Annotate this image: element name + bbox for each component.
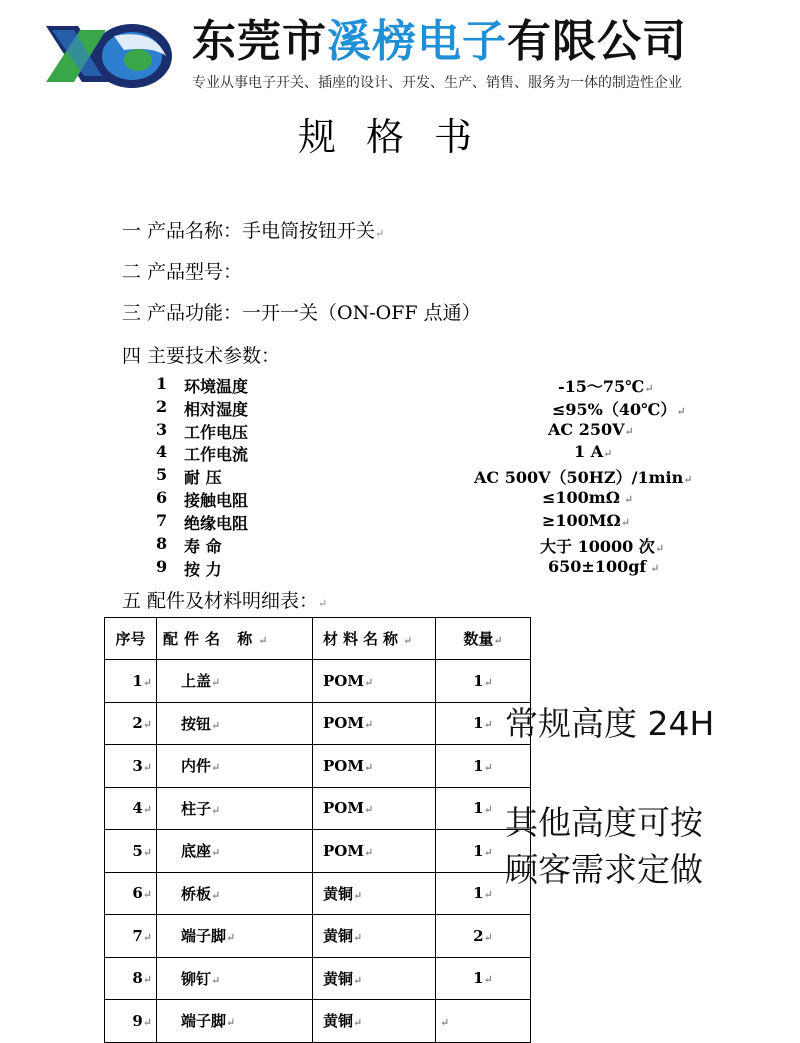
cell-index: 4↵ — [105, 787, 157, 830]
xb-logo-icon — [44, 16, 180, 92]
spec-name: 工作电压 — [184, 423, 249, 442]
cell-qty: ↵ — [436, 1000, 531, 1043]
section-product-model: 二 产品型号： — [122, 261, 243, 283]
parts-table — [104, 617, 531, 1043]
table-row — [105, 660, 531, 703]
cell-part: 底座↵ — [157, 830, 313, 873]
table-row — [105, 872, 531, 915]
cell-part: 柱子↵ — [157, 787, 313, 830]
cell-index: 9↵ — [105, 1000, 157, 1043]
table-row — [105, 957, 531, 1000]
spec-name: 绝缘电阻 — [184, 514, 249, 533]
table-row — [105, 787, 531, 830]
spec-value: 650±100gf ↵ — [548, 557, 660, 576]
cell-qty: 1↵ — [436, 745, 531, 788]
table-row — [105, 915, 531, 958]
cell-index: 5↵ — [105, 830, 157, 873]
cell-material: POM↵ — [313, 745, 436, 788]
spec-num: 3 — [156, 420, 168, 439]
cell-qty: 1↵ — [436, 957, 531, 1000]
spec-name: 耐 压 — [184, 468, 222, 487]
section-product-name: 一 产品名称：手电筒按钮开关↵ — [122, 220, 385, 242]
spec-name: 接触电阻 — [184, 491, 249, 510]
spec-name: 按 力 — [184, 560, 222, 579]
cell-part: 按钮↵ — [157, 702, 313, 745]
cell-material: 黄铜↵ — [313, 957, 436, 1000]
table-row — [105, 702, 531, 745]
document-title: 规格书 — [297, 115, 502, 159]
header-cell: 配件名 称↵ — [157, 618, 313, 660]
section-product-function: 三 产品功能：一开一关（ON-OFF 点通） — [122, 302, 481, 324]
cell-material: POM↵ — [313, 660, 436, 703]
company-slogan: 专业从事电子开关、插座的设计、开发、生产、销售、服务为一体的制造性企业 — [192, 75, 682, 91]
company-name: 东莞市溪榜电子有限公司 — [192, 16, 687, 67]
spec-num: 5 — [156, 465, 168, 484]
spec-value: 大于 10000 次↵ — [540, 537, 665, 556]
spec-name: 寿 命 — [184, 537, 222, 556]
header-cell: 材料名称↵ — [313, 618, 436, 660]
cell-part: 端子脚↵ — [157, 1000, 313, 1043]
cell-material: POM↵ — [313, 787, 436, 830]
spec-num: 2 — [156, 397, 168, 416]
cell-material: 黄铜↵ — [313, 1000, 436, 1043]
spec-num: 9 — [156, 557, 168, 576]
spec-value: AC 500V（50HZ）/1min↵ — [474, 468, 693, 487]
cell-qty: 1↵ — [436, 872, 531, 915]
cell-material: 黄铜↵ — [313, 915, 436, 958]
cell-part: 桥板↵ — [157, 872, 313, 915]
cell-qty: 1↵ — [436, 660, 531, 703]
table-header-row — [105, 618, 531, 660]
spec-num: 1 — [156, 374, 168, 393]
cell-part: 端子脚↵ — [157, 915, 313, 958]
spec-value: 1 A↵ — [574, 442, 613, 461]
cell-material: POM↵ — [313, 702, 436, 745]
note-standard-height: 常规高度 24H — [505, 704, 715, 743]
spec-num: 7 — [156, 511, 168, 530]
cell-index: 6↵ — [105, 872, 157, 915]
spec-num: 6 — [156, 488, 168, 507]
table-row — [105, 745, 531, 788]
note-custom-height-1: 其他高度可按 — [505, 803, 703, 842]
spec-value: ≤95%（40℃）↵ — [552, 400, 686, 419]
spec-value: -15～75℃↵ — [558, 377, 654, 396]
cell-part: 铆钉↵ — [157, 957, 313, 1000]
table-row — [105, 830, 531, 873]
cell-index: 2↵ — [105, 702, 157, 745]
table-row — [105, 1000, 531, 1043]
cell-part: 上盖↵ — [157, 660, 313, 703]
spec-num: 4 — [156, 442, 168, 461]
cell-qty: 1↵ — [436, 702, 531, 745]
spec-name: 工作电流 — [184, 445, 249, 464]
cell-material: 黄铜↵ — [313, 872, 436, 915]
spec-value: AC 250V↵ — [548, 420, 634, 439]
cell-index: 7↵ — [105, 915, 157, 958]
spec-value: ≥100MΩ↵ — [542, 511, 630, 530]
cell-qty: 2↵ — [436, 915, 531, 958]
spec-num: 8 — [156, 534, 168, 553]
spec-name: 环境温度 — [184, 377, 249, 396]
section-parts-list: 五 配件及材料明细表：↵ — [122, 590, 328, 612]
cell-index: 1↵ — [105, 660, 157, 703]
cell-material: POM↵ — [313, 830, 436, 873]
note-custom-height-2: 顾客需求定做 — [505, 850, 703, 889]
spec-name: 相对湿度 — [184, 400, 249, 419]
cell-part: 内件↵ — [157, 745, 313, 788]
cell-qty: 1↵ — [436, 830, 531, 873]
cell-qty: 1↵ — [436, 787, 531, 830]
section-tech-params: 四 主要技术参数： — [122, 345, 281, 367]
header-cell: 数量↵ — [436, 618, 531, 660]
cell-index: 3↵ — [105, 745, 157, 788]
header-cell: 序号 — [105, 618, 157, 660]
spec-value: ≤100mΩ ↵ — [542, 488, 634, 507]
cell-index: 8↵ — [105, 957, 157, 1000]
